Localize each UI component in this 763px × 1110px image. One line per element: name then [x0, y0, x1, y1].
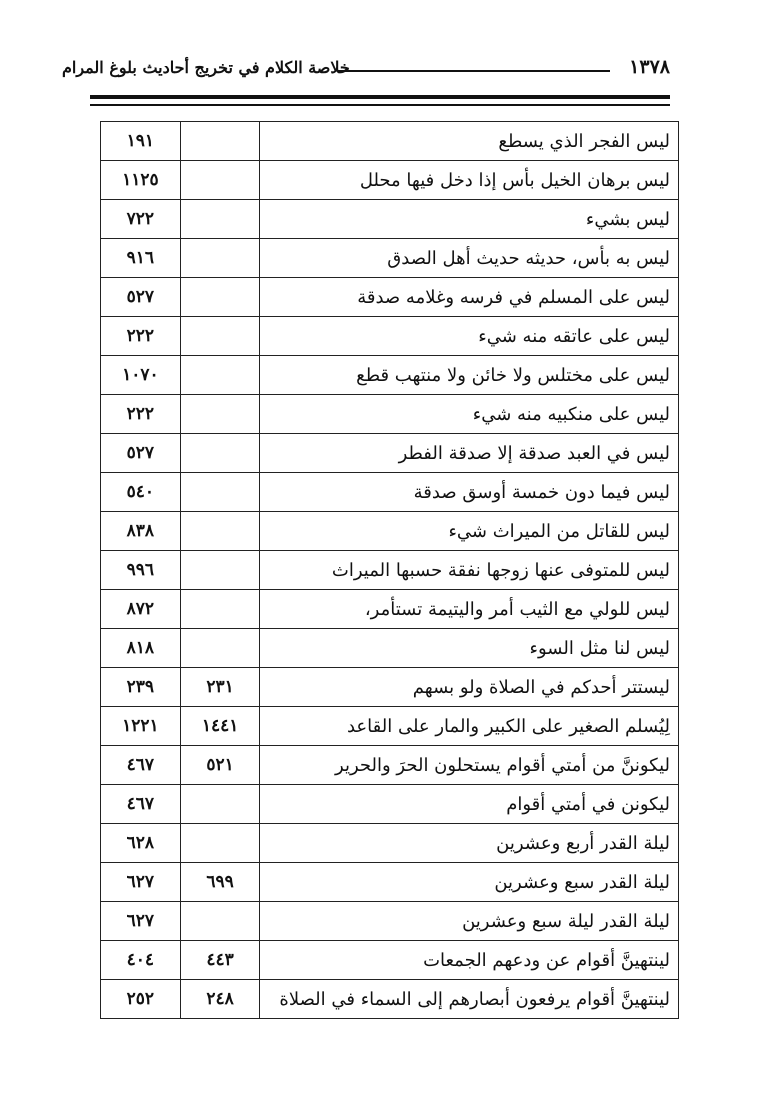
reference-number: ٢٣١: [180, 668, 260, 707]
hadith-text: لينتهينَّ أقوام يرفعون أبصارهم إلى السماء في الصلاة: [260, 980, 679, 1019]
header-rule-thick: [90, 95, 670, 99]
reference-number: [180, 122, 260, 161]
page-number: ١٣٧٨: [629, 56, 670, 78]
hadith-text: ليستتر أحدكم في الصلاة ولو بسهم: [260, 668, 679, 707]
table-row: [101, 668, 679, 707]
reference-number: [180, 473, 260, 512]
table-row: [101, 395, 679, 434]
hadith-text: ليس للولي مع الثيب أمر واليتيمة تستأمر،: [260, 590, 679, 629]
hadith-text: ليلة القدر ليلة سبع وعشرين: [260, 902, 679, 941]
reference-number: [180, 434, 260, 473]
table-row: [101, 824, 679, 863]
hadith-number: ١٠٧٠: [101, 356, 181, 395]
hadith-text: ليس الفجر الذي يسطع: [260, 122, 679, 161]
reference-number: ٢٤٨: [180, 980, 260, 1019]
reference-number: ٤٤٣: [180, 941, 260, 980]
hadith-text: ليكونن في أمتي أقوام: [260, 785, 679, 824]
table-row: [101, 629, 679, 668]
hadith-text: ليس به بأس، حديثه حديث أهل الصدق: [260, 239, 679, 278]
table-row: [101, 200, 679, 239]
table-row: [101, 551, 679, 590]
table-row: [101, 707, 679, 746]
reference-number: [180, 278, 260, 317]
table-row: [101, 902, 679, 941]
table-row: [101, 941, 679, 980]
hadith-number: ٨١٨: [101, 629, 181, 668]
table-row: [101, 473, 679, 512]
hadith-number: ٦٢٧: [101, 863, 181, 902]
hadith-number: ٤٠٤: [101, 941, 181, 980]
table-row: [101, 785, 679, 824]
hadith-text: ليس على منكبيه منه شيء: [260, 395, 679, 434]
hadith-text: ليس فيما دون خمسة أوسق صدقة: [260, 473, 679, 512]
hadith-number: ١٢٢١: [101, 707, 181, 746]
hadith-number: ٤٦٧: [101, 785, 181, 824]
page-header: [62, 52, 670, 86]
reference-number: ١٤٤١: [180, 707, 260, 746]
hadith-text: ليس على عاتقه منه شيء: [260, 317, 679, 356]
reference-number: ٥٢١: [180, 746, 260, 785]
reference-number: [180, 317, 260, 356]
reference-number: [180, 902, 260, 941]
table-row: [101, 161, 679, 200]
hadith-number: ٦٢٨: [101, 824, 181, 863]
hadith-number: ٥٤٠: [101, 473, 181, 512]
hadith-text: ليس للمتوفى عنها زوجها نفقة حسبها الميراث: [260, 551, 679, 590]
reference-number: ٦٩٩: [180, 863, 260, 902]
table-row: [101, 239, 679, 278]
hadith-number: ١٩١: [101, 122, 181, 161]
hadith-text: ليكوننَّ من أمتي أقوام يستحلون الحرَ والحرير: [260, 746, 679, 785]
hadith-number: ٢٥٢: [101, 980, 181, 1019]
header-rule-thin: [90, 104, 670, 106]
table-row: [101, 863, 679, 902]
reference-number: [180, 356, 260, 395]
table-row: [101, 746, 679, 785]
hadith-text: ليلة القدر سبع وعشرين: [260, 863, 679, 902]
reference-number: [180, 395, 260, 434]
hadith-text: ليس بشيء: [260, 200, 679, 239]
hadith-text: ليس للقاتل من الميراث شيء: [260, 512, 679, 551]
table-row: [101, 122, 679, 161]
hadith-text: ليلة القدر أربع وعشرين: [260, 824, 679, 863]
reference-number: [180, 785, 260, 824]
hadith-text: ليس برهان الخيل بأس إذا دخل فيها محلل: [260, 161, 679, 200]
hadith-text: ليس في العبد صدقة إلا صدقة الفطر: [260, 434, 679, 473]
hadith-text: ليس على مختلس ولا خائن ولا منتهب قطع: [260, 356, 679, 395]
reference-number: [180, 200, 260, 239]
hadith-number: ٩٩٦: [101, 551, 181, 590]
hadith-number: ٢٢٢: [101, 317, 181, 356]
reference-number: [180, 590, 260, 629]
reference-number: [180, 551, 260, 590]
hadith-number: ٥٢٧: [101, 434, 181, 473]
hadith-text: ليس لنا مثل السوء: [260, 629, 679, 668]
table-row: [101, 980, 679, 1019]
reference-number: [180, 629, 260, 668]
reference-number: [180, 512, 260, 551]
table-row: [101, 590, 679, 629]
table-row: [101, 278, 679, 317]
hadith-number: ١١٢٥: [101, 161, 181, 200]
table-row: [101, 356, 679, 395]
hadith-text: ليس على المسلم في فرسه وغلامه صدقة: [260, 278, 679, 317]
hadith-text: لينتهينَّ أقوام عن ودعهم الجمعات: [260, 941, 679, 980]
reference-number: [180, 824, 260, 863]
hadith-number: ٨٣٨: [101, 512, 181, 551]
hadith-text: لِيُسلم الصغير على الكبير والمار على القاعد: [260, 707, 679, 746]
reference-number: [180, 161, 260, 200]
hadith-number: ٤٦٧: [101, 746, 181, 785]
hadith-number: ٩١٦: [101, 239, 181, 278]
hadith-index-table: [100, 121, 679, 1019]
reference-number: [180, 239, 260, 278]
running-title: خلاصة الكلام في تخريج أحاديث بلوغ المرام: [62, 58, 350, 77]
hadith-number: ٢٣٩: [101, 668, 181, 707]
hadith-number: ٦٢٧: [101, 902, 181, 941]
header-divider: [338, 70, 610, 72]
hadith-number: ٢٢٢: [101, 395, 181, 434]
hadith-number: ٥٢٧: [101, 278, 181, 317]
hadith-number: ٧٢٢: [101, 200, 181, 239]
table-row: [101, 434, 679, 473]
table-row: [101, 512, 679, 551]
hadith-number: ٨٧٢: [101, 590, 181, 629]
table-row: [101, 317, 679, 356]
